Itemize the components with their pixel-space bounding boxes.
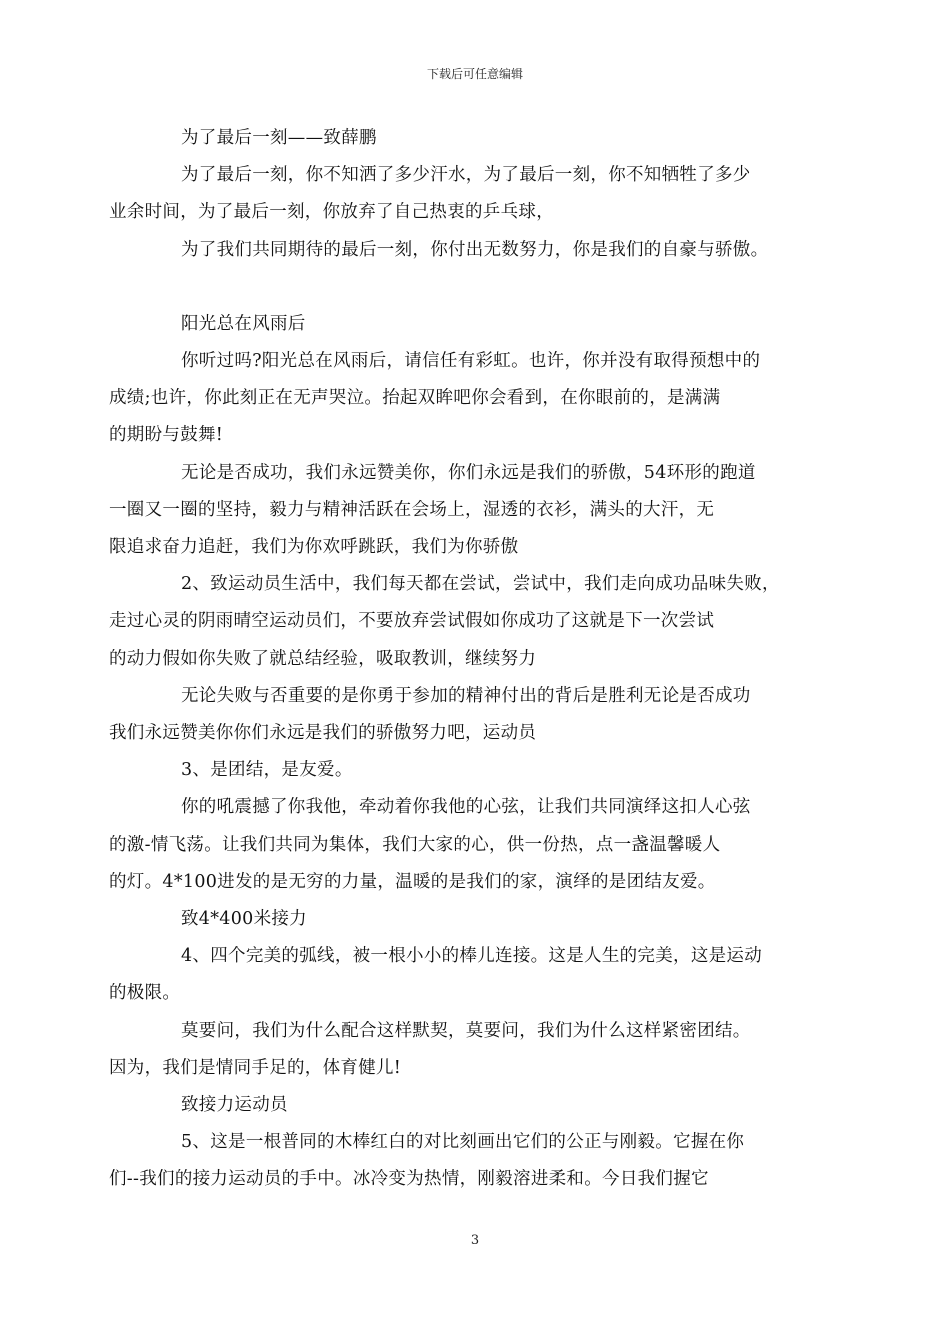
text-line: 为了最后一刻，你不知洒了多少汗水，为了最后一刻，你不知牺牲了多少 [181, 165, 751, 186]
page-header: 下载后可任意编辑 [426, 67, 523, 81]
paragraph-9 [109, 1013, 835, 1087]
text-line: 莫要问，我们为什么配合这样默契，莫要问，我们为什么这样紧密团结。 [181, 1020, 751, 1041]
text-line: 成绩;也许，你此刻正在无声哭泣。抬起双眸吧你会看到，在你眼前的，是满满 [109, 388, 721, 409]
text-line: 的动力假如你失败了就总结经验，吸取教训，继续努力 [109, 648, 537, 669]
text-line: 你听过吗?阳光总在风雨后，请信任有彩虹。也许，你并没有取得预想中的 [181, 351, 761, 372]
poem-title-1: 为了最后一刻——致薛鹏 [181, 128, 377, 148]
text-line: 走过心灵的阴雨晴空运动员们，不要放弃尝试假如你成功了这就是下一次尝试 [109, 611, 715, 632]
paragraph-4 [109, 455, 835, 567]
text-line: 4、四个完美的弧线，被一根小小的棒儿连接。这是人生的完美，这是运动 [181, 946, 763, 967]
page-number: 3 [470, 1233, 480, 1248]
poem-title-2: 阳光总在风雨后 [181, 313, 306, 334]
paragraph-3 [109, 343, 835, 455]
text-line: 无论是否成功，我们永远赞美你，你们永远是我们的骄傲，54环形的跑道 [181, 462, 756, 483]
text-line: 你的吼震撼了你我他，牵动着你我他的心弦，让我们共同演绎这扣人心弦 [181, 797, 751, 818]
poem-title-3: 致4*400米接力 [181, 909, 307, 930]
text-line: 限追求奋力追赶，我们为你欢呼跳跃，我们为你骄傲 [109, 537, 519, 558]
paragraph-7 [109, 789, 835, 901]
text-line: 无论失败与否重要的是你勇于参加的精神付出的背后是胜利无论是否成功 [181, 685, 751, 706]
text-line: 的极限。 [109, 983, 181, 1004]
paragraph-2: 为了我们共同期待的最后一刻，你付出无数努力，你是我们的自豪与骄傲。 [181, 239, 769, 260]
paragraph-1 [109, 157, 835, 231]
poem-title-4: 致接力运动员 [181, 1095, 288, 1116]
paragraph-8 [109, 938, 835, 1012]
text-line: 们--我们的接力运动员的手中。冰冷变为热情，刚毅溶进柔和。今日我们握它 [109, 1169, 709, 1190]
text-line: 的激-情飞荡。让我们共同为集体，我们大家的心，供一份热，点一盏温馨暖人 [109, 834, 721, 855]
document-body [109, 120, 835, 1199]
text-line: 业余时间，为了最后一刻，你放弃了自己热衷的乒乓球， [109, 202, 554, 223]
text-line: 2、致运动员生活中，我们每天都在尝试，尝试中，我们走向成功品味失败， [181, 574, 780, 595]
text-line: 因为，我们是情同手足的，体育健儿! [109, 1057, 402, 1078]
text-line: 的期盼与鼓舞! [109, 425, 224, 446]
text-line: 的灯。4*100进发的是无穷的力量，温暖的是我们的家，演绎的是团结友爱。 [109, 871, 716, 892]
paragraph-6 [109, 678, 835, 752]
paragraph-5 [109, 566, 835, 678]
text-line: 我们永远赞美你你们永远是我们的骄傲努力吧，运动员 [109, 723, 537, 744]
text-line: 5、这是一根普同的木棒红白的对比刻画出它们的公正与刚毅。它握在你 [181, 1132, 745, 1153]
paragraph-10 [109, 1124, 835, 1198]
blank-line [145, 269, 835, 306]
section-heading-3: 3、是团结，是友爱。 [181, 760, 353, 781]
text-line: 一圈又一圈的坚持，毅力与精神活跃在会场上，湿透的衣衫，满头的大汗，无 [109, 499, 715, 520]
